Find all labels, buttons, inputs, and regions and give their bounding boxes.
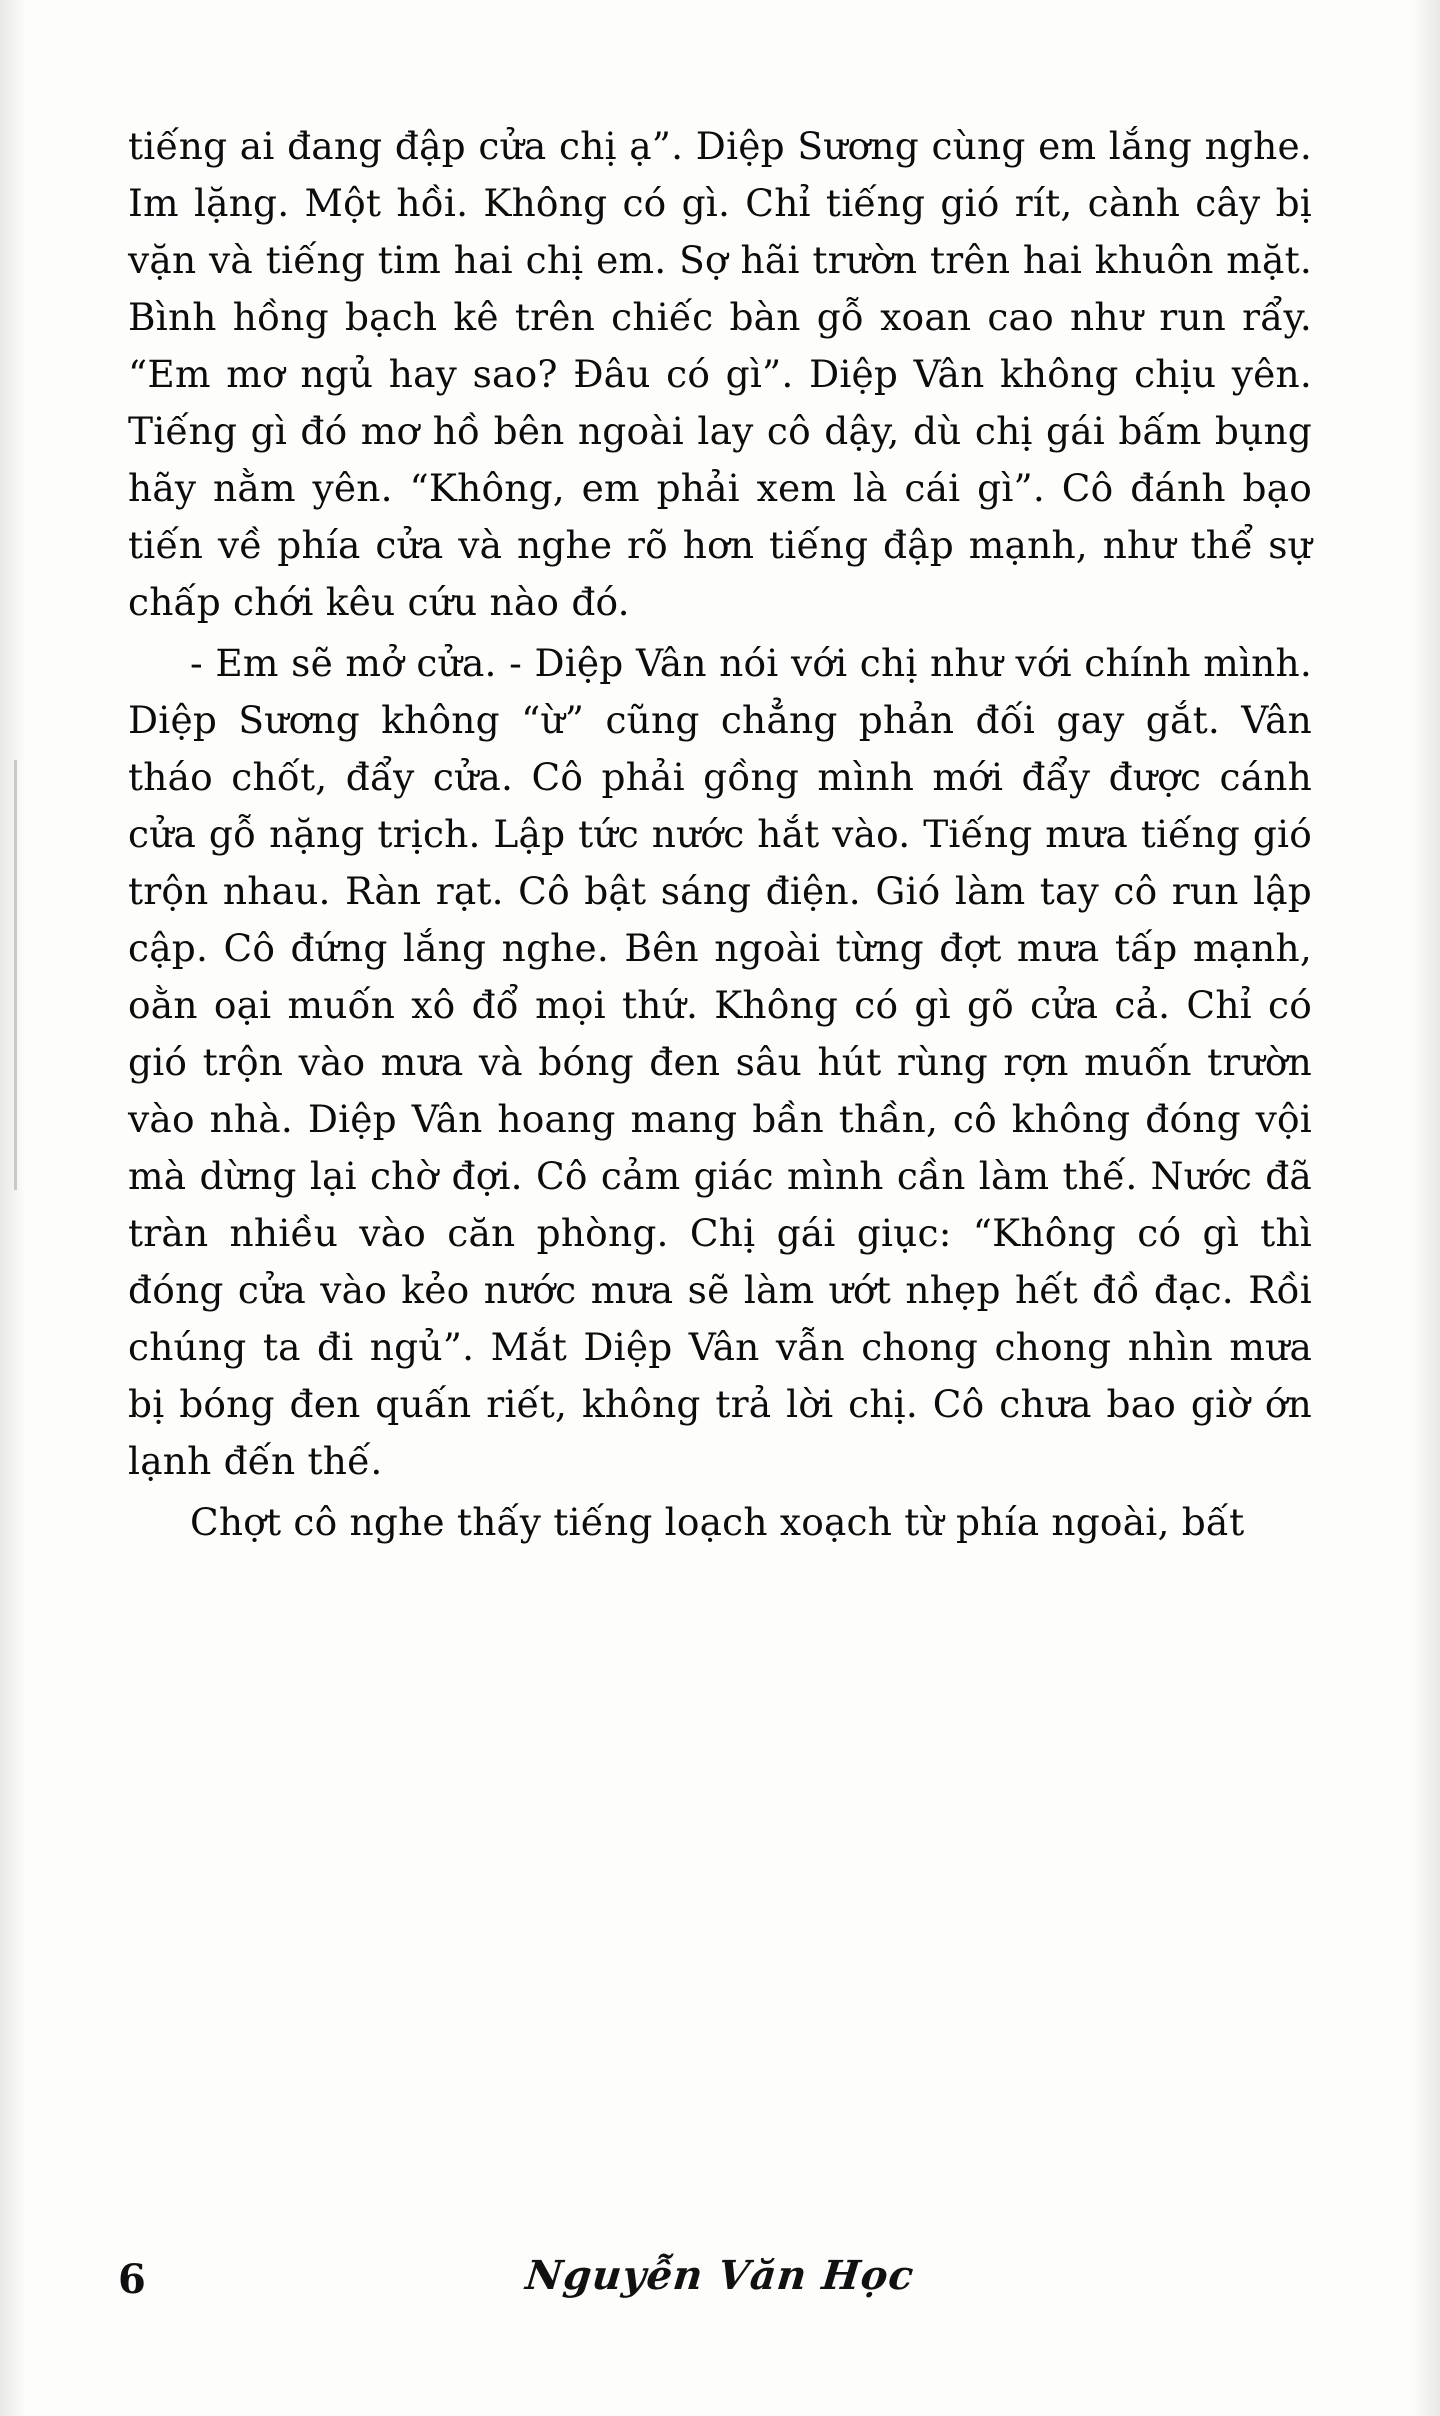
paragraph: Chợt cô nghe thấy tiếng loạch xoạch từ phía ngoài, bất — [190, 1500, 1245, 1544]
paragraph: - Em sẽ mở cửa. - Diệp Vân nói với chị như với chính mình. Diệp Sương không “ừ” cũng chẳng phản đối gay gắt. Vân tháo chốt, đẩy cửa. Cô phải gồng mình mới đẩy được cánh cửa gỗ nặng trịch. Lập tức nước hắt vào. Tiếng mưa tiếng gió trộn nhau. Ràn rạt. Cô bật sáng điện. Gió làm tay cô run lập cập. Cô đứng lắng nghe. Bên ngoài từng đợt mưa tấp mạnh, oằn oại muốn xô đổ mọi thứ. Không có gì gõ cửa cả. Chỉ có gió trộn vào mưa và bóng đen sâu hút rùng rợn muốn trườn vào nhà. Diệp Vân hoang mang bần thần, cô không đóng vội mà dừng lại chờ đợi. Cô cảm giác mình cần làm thế. Nước đã tràn nhiều vào căn phòng. Chị gái giục: “Không có gì thì đóng cửa vào kẻo nước mưa sẽ làm ướt nhẹp hết đồ đạc. Rồi chúng ta đi ngủ”. Mắt Diệp Vân vẫn chong chong nhìn mưa bị bóng đen quấn riết, không trả lời chị. Cô chưa bao giờ ớn lạnh đến thế. — [128, 641, 1312, 1483]
spine-shadow-mark — [14, 760, 17, 1190]
page-footer — [0, 2206, 1440, 2416]
scan-edge-right — [1410, 0, 1440, 2416]
paragraph: tiếng ai đang đập cửa chị ạ”. Diệp Sương cùng em lắng nghe. Im lặng. Một hồi. Không có gì. Chỉ tiếng gió rít, cành cây bị vặn và tiếng tim hai chị em. Sợ hãi trườn trên hai khuôn mặt. Bình hồng bạch kê trên chiếc bàn gỗ xoan cao như run rẩy. “Em mơ ngủ hay sao? Đâu có gì”. Diệp Vân không chịu yên. Tiếng gì đó mơ hồ bên ngoài lay cô dậy, dù chị gái bấm bụng hãy nằm yên. “Không, em phải xem là cái gì”. Cô đánh bạo tiến về phía cửa và nghe rõ hơn tiếng đập mạnh, như thể sự chấp chới kêu cứu nào đó. — [128, 124, 1312, 624]
body-text — [128, 118, 1312, 1551]
page-number: 6 — [118, 2256, 146, 2303]
author-signature: Nguyễn Văn Học — [523, 2252, 917, 2299]
scan-edge-left — [0, 0, 26, 2416]
